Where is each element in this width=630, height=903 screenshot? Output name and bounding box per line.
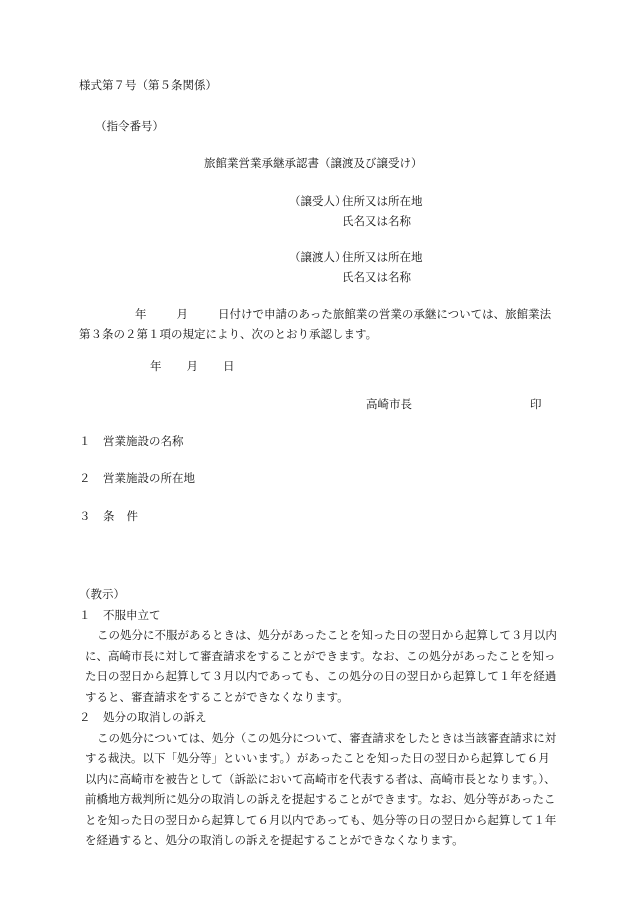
assignee-role: （譲受人） — [289, 194, 347, 208]
mayor-title: 高崎市長 — [366, 397, 412, 411]
assignor-address-label: 住所又は所在地 — [342, 250, 423, 264]
item-label: 営業施設の所在地 — [103, 471, 195, 485]
item-facility-name — [79, 436, 184, 448]
assignee-address-label: 住所又は所在地 — [342, 194, 423, 208]
item-number: １ — [79, 434, 91, 448]
item-facility-location — [79, 473, 195, 485]
assignor-role: （譲渡人） — [289, 250, 347, 264]
item-number: ２ — [79, 471, 91, 485]
instruction-body: この処分については、処分（この処分について、審査請求をしたときは当該審査請求に対する裁決。以下「処分等」といいます。）があったことを知った日の翌日から起算して６月以内に高崎市を被告として（訴訟において高崎市を代表する者は、高崎市長となります。）、前橋地方裁判所に処分の取消しの訴えを提起することができます。なお、処分等があったことを知った日の翌日から起算して６月以内であっても、処分等の日の翌日から起算して１年を経過すると、処分の取消しの訴えを提起することができなくなります。 — [85, 730, 557, 847]
assignee-name-label: 氏名又は名称 — [342, 214, 411, 228]
item-number: ３ — [79, 509, 91, 523]
intro-text: 日付けで申請のあった旅館業の営業の承継については、旅館業法第３条の２第１項の規定により、次のとおり承認します。 — [79, 307, 552, 341]
document-title: 旅館業営業承継承認書（譲渡及び譲受け） — [204, 156, 423, 170]
approval-day: 日 — [223, 359, 235, 373]
item-label: 条 件 — [103, 509, 138, 523]
intro-month: 月 — [176, 307, 188, 321]
approval-month: 月 — [186, 359, 198, 373]
approval-year: 年 — [150, 359, 162, 373]
assignor-name-label: 氏名又は名称 — [342, 270, 411, 284]
directive-number: （指令番号） — [95, 119, 164, 133]
seal-mark: 印 — [530, 397, 542, 411]
instruction-section — [79, 584, 559, 851]
instruction-body: この処分に不服があるときは、処分があったことを知った日の翌日から起算して３月以内に、高崎市長に対して審査請求をすることができます。なお、この処分があったことを知った日の翌日から起算して３月以内であっても、この処分の日の翌日から起算して１年を経過すると、審査請求をすることができなくなります。 — [85, 628, 557, 704]
instruction-subheading: １ 不服申立て — [79, 607, 161, 622]
approval-statement — [79, 304, 559, 344]
intro-year: 年 — [135, 307, 147, 321]
form-number: 様式第７号（第５条関係） — [79, 78, 217, 92]
item-label: 営業施設の名称 — [103, 434, 184, 448]
approval-date — [150, 361, 235, 373]
item-conditions — [79, 511, 138, 523]
instruction-subheading: ２ 処分の取消しの訴え — [79, 710, 207, 724]
instruction-heading: （教示） — [79, 587, 125, 601]
